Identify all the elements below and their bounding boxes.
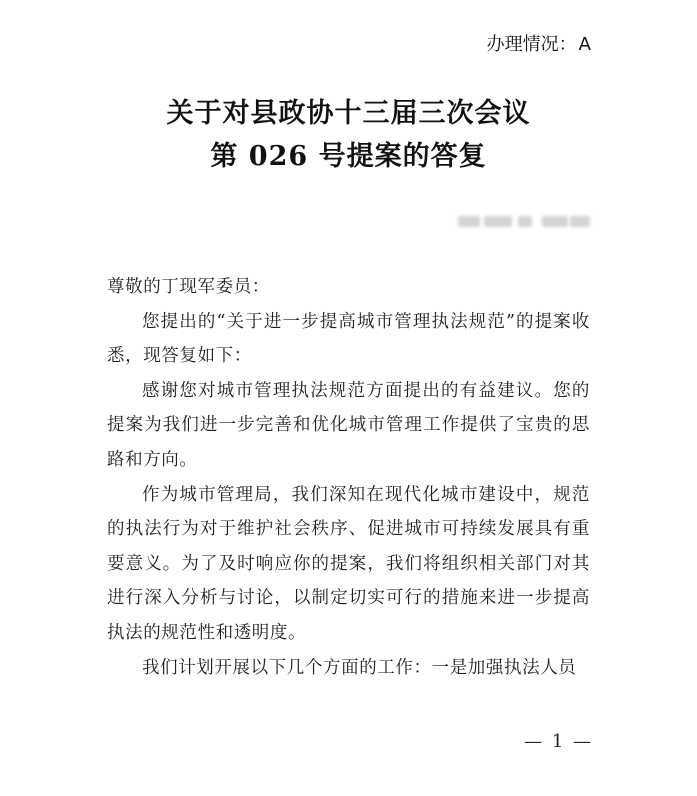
- redaction-block: [542, 216, 568, 227]
- redaction-block: [458, 216, 480, 227]
- handling-status: [487, 30, 591, 56]
- handling-status-value: A: [578, 34, 591, 55]
- page-number: — 1 —: [524, 731, 593, 752]
- salutation: 尊敬的丁现军委员：: [107, 277, 270, 297]
- paragraph-2: 感谢您对城市管理执法规范方面提出的有益建议。您的提案为我们进一步完善和优化城市管理工作提供了宝贵的思路和方向。: [107, 380, 590, 470]
- redaction-block: [484, 216, 512, 227]
- document-title-line-2: 第 026 号提案的答复: [210, 141, 487, 172]
- document-body: [107, 270, 590, 685]
- redacted-document-number: [458, 212, 590, 230]
- handling-status-label: 办理情况：: [486, 34, 577, 55]
- document-title-line-1: 关于对县政协十三届三次会议: [166, 98, 531, 129]
- paragraph-4: 我们计划开展以下几个方面的工作：一是加强执法人员: [142, 657, 577, 678]
- redaction-block: [570, 216, 590, 227]
- paragraph-3: 作为城市管理局，我们深知在现代化城市建设中，规范的执法行为对于维护社会秩序、促进城市可持续发展具有重要意义。为了及时响应你的提案，我们将组织相关部门对其进行深入分析与讨论，以制定切实可行的措施来进一步提高执法的规范性和透明度。: [107, 484, 590, 643]
- paragraph-1: 您提出的“关于进一步提高城市管理执法规范”的提案收悉，现答复如下：: [107, 311, 590, 367]
- redaction-block: [518, 216, 532, 227]
